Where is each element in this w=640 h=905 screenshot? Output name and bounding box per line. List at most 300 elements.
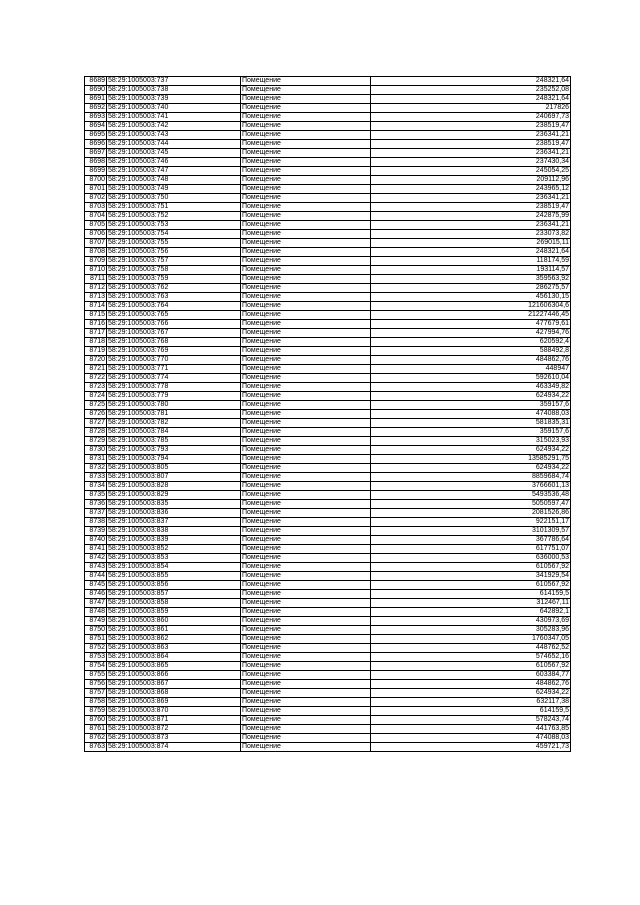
row-number: 8734 — [85, 482, 107, 491]
object-type: Помещение — [241, 608, 371, 617]
cadastral-value: 238519,47 — [371, 203, 571, 212]
cadastral-number: 58:29:1005003:747 — [107, 167, 241, 176]
cadastral-value: 448947 — [371, 365, 571, 374]
table-row — [85, 608, 571, 617]
table-row — [85, 563, 571, 572]
registry-table-body — [85, 77, 571, 752]
table-row — [85, 122, 571, 131]
object-type: Помещение — [241, 374, 371, 383]
object-type: Помещение — [241, 77, 371, 86]
object-type: Помещение — [241, 644, 371, 653]
row-number: 8738 — [85, 518, 107, 527]
table-row — [85, 113, 571, 122]
object-type: Помещение — [241, 671, 371, 680]
table-row — [85, 230, 571, 239]
table-row — [85, 734, 571, 743]
cadastral-number: 58:29:1005003:774 — [107, 374, 241, 383]
table-row — [85, 365, 571, 374]
row-number: 8719 — [85, 347, 107, 356]
cadastral-value: 603384,77 — [371, 671, 571, 680]
cadastral-value: 474088,03 — [371, 734, 571, 743]
cadastral-number: 58:29:1005003:741 — [107, 113, 241, 122]
object-type: Помещение — [241, 698, 371, 707]
cadastral-value: 8859684,74 — [371, 473, 571, 482]
cadastral-number: 58:29:1005003:750 — [107, 194, 241, 203]
row-number: 8756 — [85, 680, 107, 689]
cadastral-number: 58:29:1005003:745 — [107, 149, 241, 158]
table-row — [85, 680, 571, 689]
table-row — [85, 509, 571, 518]
table-row — [85, 707, 571, 716]
table-row — [85, 95, 571, 104]
registry-table — [84, 76, 571, 752]
cadastral-number: 58:29:1005003:793 — [107, 446, 241, 455]
row-number: 8718 — [85, 338, 107, 347]
cadastral-value: 624934,22 — [371, 689, 571, 698]
row-number: 8720 — [85, 356, 107, 365]
table-row — [85, 500, 571, 509]
row-number: 8717 — [85, 329, 107, 338]
cadastral-value: 305283,96 — [371, 626, 571, 635]
row-number: 8740 — [85, 536, 107, 545]
cadastral-number: 58:29:1005003:768 — [107, 338, 241, 347]
table-row — [85, 266, 571, 275]
cadastral-number: 58:29:1005003:836 — [107, 509, 241, 518]
row-number: 8727 — [85, 419, 107, 428]
row-number: 8692 — [85, 104, 107, 113]
object-type: Помещение — [241, 509, 371, 518]
object-type: Помещение — [241, 248, 371, 257]
table-row — [85, 455, 571, 464]
object-type: Помещение — [241, 446, 371, 455]
cadastral-value: 610567,92 — [371, 662, 571, 671]
row-number: 8759 — [85, 707, 107, 716]
row-number: 8752 — [85, 644, 107, 653]
table-row — [85, 617, 571, 626]
object-type: Помещение — [241, 230, 371, 239]
row-number: 8691 — [85, 95, 107, 104]
cadastral-value: 484862,76 — [371, 356, 571, 365]
table-row — [85, 86, 571, 95]
cadastral-value: 359563,92 — [371, 275, 571, 284]
cadastral-number: 58:29:1005003:872 — [107, 725, 241, 734]
object-type: Помещение — [241, 383, 371, 392]
table-row — [85, 743, 571, 752]
cadastral-number: 58:29:1005003:805 — [107, 464, 241, 473]
cadastral-number: 58:29:1005003:855 — [107, 572, 241, 581]
cadastral-value: 245054,25 — [371, 167, 571, 176]
cadastral-number: 58:29:1005003:862 — [107, 635, 241, 644]
object-type: Помещение — [241, 527, 371, 536]
table-row — [85, 203, 571, 212]
object-type: Помещение — [241, 725, 371, 734]
cadastral-number: 58:29:1005003:738 — [107, 86, 241, 95]
cadastral-number: 58:29:1005003:835 — [107, 500, 241, 509]
cadastral-value: 1760347,05 — [371, 635, 571, 644]
table-row — [85, 599, 571, 608]
table-row — [85, 473, 571, 482]
cadastral-value: 459721,73 — [371, 743, 571, 752]
table-row — [85, 536, 571, 545]
cadastral-value: 636000,53 — [371, 554, 571, 563]
table-row — [85, 635, 571, 644]
cadastral-number: 58:29:1005003:859 — [107, 608, 241, 617]
cadastral-value: 463349,82 — [371, 383, 571, 392]
row-number: 8760 — [85, 716, 107, 725]
row-number: 8747 — [85, 599, 107, 608]
object-type: Помещение — [241, 689, 371, 698]
cadastral-value: 193114,57 — [371, 266, 571, 275]
row-number: 8706 — [85, 230, 107, 239]
object-type: Помещение — [241, 572, 371, 581]
row-number: 8711 — [85, 275, 107, 284]
cadastral-number: 58:29:1005003:779 — [107, 392, 241, 401]
cadastral-number: 58:29:1005003:759 — [107, 275, 241, 284]
row-number: 8722 — [85, 374, 107, 383]
table-row — [85, 158, 571, 167]
row-number: 8698 — [85, 158, 107, 167]
table-row — [85, 356, 571, 365]
cadastral-number: 58:29:1005003:856 — [107, 581, 241, 590]
object-type: Помещение — [241, 653, 371, 662]
object-type: Помещение — [241, 680, 371, 689]
object-type: Помещение — [241, 635, 371, 644]
object-type: Помещение — [241, 617, 371, 626]
cadastral-value: 614159,5 — [371, 707, 571, 716]
row-number: 8700 — [85, 176, 107, 185]
cadastral-number: 58:29:1005003:742 — [107, 122, 241, 131]
table-row — [85, 338, 571, 347]
object-type: Помещение — [241, 500, 371, 509]
cadastral-value: 243965,12 — [371, 185, 571, 194]
row-number: 8732 — [85, 464, 107, 473]
row-number: 8705 — [85, 221, 107, 230]
object-type: Помещение — [241, 311, 371, 320]
row-number: 8746 — [85, 590, 107, 599]
object-type: Помещение — [241, 149, 371, 158]
table-row — [85, 725, 571, 734]
cadastral-number: 58:29:1005003:744 — [107, 140, 241, 149]
object-type: Помещение — [241, 122, 371, 131]
cadastral-value: 359157,6 — [371, 428, 571, 437]
cadastral-value: 238519,47 — [371, 122, 571, 131]
object-type: Помещение — [241, 464, 371, 473]
cadastral-number: 58:29:1005003:748 — [107, 176, 241, 185]
cadastral-number: 58:29:1005003:771 — [107, 365, 241, 374]
row-number: 8733 — [85, 473, 107, 482]
table-row — [85, 383, 571, 392]
row-number: 8744 — [85, 572, 107, 581]
cadastral-number: 58:29:1005003:766 — [107, 320, 241, 329]
object-type: Помещение — [241, 419, 371, 428]
cadastral-number: 58:29:1005003:860 — [107, 617, 241, 626]
row-number: 8726 — [85, 410, 107, 419]
cadastral-value: 3766601,13 — [371, 482, 571, 491]
cadastral-number: 58:29:1005003:746 — [107, 158, 241, 167]
cadastral-value: 427994,76 — [371, 329, 571, 338]
cadastral-value: 624934,22 — [371, 446, 571, 455]
table-row — [85, 698, 571, 707]
cadastral-number: 58:29:1005003:857 — [107, 590, 241, 599]
row-number: 8745 — [85, 581, 107, 590]
cadastral-value: 21227446,45 — [371, 311, 571, 320]
cadastral-number: 58:29:1005003:794 — [107, 455, 241, 464]
cadastral-value: 209112,96 — [371, 176, 571, 185]
cadastral-value: 236341,21 — [371, 194, 571, 203]
row-number: 8741 — [85, 545, 107, 554]
row-number: 8702 — [85, 194, 107, 203]
row-number: 8704 — [85, 212, 107, 221]
object-type: Помещение — [241, 257, 371, 266]
cadastral-number: 58:29:1005003:749 — [107, 185, 241, 194]
table-row — [85, 482, 571, 491]
row-number: 8708 — [85, 248, 107, 257]
cadastral-number: 58:29:1005003:751 — [107, 203, 241, 212]
table-row — [85, 140, 571, 149]
row-number: 8690 — [85, 86, 107, 95]
cadastral-value: 118174,59 — [371, 257, 571, 266]
cadastral-value: 624934,22 — [371, 392, 571, 401]
row-number: 8748 — [85, 608, 107, 617]
cadastral-number: 58:29:1005003:828 — [107, 482, 241, 491]
cadastral-number: 58:29:1005003:757 — [107, 257, 241, 266]
object-type: Помещение — [241, 158, 371, 167]
cadastral-value: 5493536,48 — [371, 491, 571, 500]
table-row — [85, 428, 571, 437]
object-type: Помещение — [241, 428, 371, 437]
cadastral-value: 286275,57 — [371, 284, 571, 293]
cadastral-number: 58:29:1005003:740 — [107, 104, 241, 113]
row-number: 8716 — [85, 320, 107, 329]
cadastral-number: 58:29:1005003:873 — [107, 734, 241, 743]
row-number: 8723 — [85, 383, 107, 392]
row-number: 8735 — [85, 491, 107, 500]
object-type: Помещение — [241, 734, 371, 743]
object-type: Помещение — [241, 203, 371, 212]
cadastral-value: 477679,61 — [371, 320, 571, 329]
object-type: Помещение — [241, 293, 371, 302]
cadastral-value: 448762,52 — [371, 644, 571, 653]
cadastral-number: 58:29:1005003:737 — [107, 77, 241, 86]
row-number: 8728 — [85, 428, 107, 437]
cadastral-value: 236341,21 — [371, 131, 571, 140]
object-type: Помещение — [241, 131, 371, 140]
row-number: 8694 — [85, 122, 107, 131]
cadastral-number: 58:29:1005003:871 — [107, 716, 241, 725]
object-type: Помещение — [241, 302, 371, 311]
cadastral-number: 58:29:1005003:758 — [107, 266, 241, 275]
object-type: Помещение — [241, 554, 371, 563]
row-number: 8753 — [85, 653, 107, 662]
row-number: 8739 — [85, 527, 107, 536]
cadastral-number: 58:29:1005003:866 — [107, 671, 241, 680]
cadastral-value: 484862,76 — [371, 680, 571, 689]
object-type: Помещение — [241, 599, 371, 608]
row-number: 8707 — [85, 239, 107, 248]
cadastral-number: 58:29:1005003:852 — [107, 545, 241, 554]
object-type: Помещение — [241, 491, 371, 500]
cadastral-value: 248321,64 — [371, 248, 571, 257]
cadastral-number: 58:29:1005003:870 — [107, 707, 241, 716]
cadastral-number: 58:29:1005003:769 — [107, 347, 241, 356]
cadastral-number: 58:29:1005003:829 — [107, 491, 241, 500]
row-number: 8695 — [85, 131, 107, 140]
cadastral-number: 58:29:1005003:780 — [107, 401, 241, 410]
object-type: Помещение — [241, 716, 371, 725]
table-row — [85, 410, 571, 419]
object-type: Помещение — [241, 536, 371, 545]
row-number: 8731 — [85, 455, 107, 464]
cadastral-number: 58:29:1005003:764 — [107, 302, 241, 311]
cadastral-number: 58:29:1005003:853 — [107, 554, 241, 563]
cadastral-number: 58:29:1005003:765 — [107, 311, 241, 320]
row-number: 8724 — [85, 392, 107, 401]
cadastral-value: 238519,47 — [371, 140, 571, 149]
table-row — [85, 248, 571, 257]
table-row — [85, 194, 571, 203]
table-row — [85, 653, 571, 662]
row-number: 8761 — [85, 725, 107, 734]
cadastral-value: 359157,6 — [371, 401, 571, 410]
cadastral-value: 248321,64 — [371, 95, 571, 104]
cadastral-number: 58:29:1005003:752 — [107, 212, 241, 221]
cadastral-number: 58:29:1005003:753 — [107, 221, 241, 230]
table-row — [85, 329, 571, 338]
row-number: 8715 — [85, 311, 107, 320]
object-type: Помещение — [241, 320, 371, 329]
row-number: 8751 — [85, 635, 107, 644]
cadastral-number: 58:29:1005003:770 — [107, 356, 241, 365]
cadastral-number: 58:29:1005003:867 — [107, 680, 241, 689]
row-number: 8709 — [85, 257, 107, 266]
table-row — [85, 491, 571, 500]
cadastral-value: 574652,16 — [371, 653, 571, 662]
table-row — [85, 302, 571, 311]
cadastral-number: 58:29:1005003:864 — [107, 653, 241, 662]
table-row — [85, 464, 571, 473]
cadastral-number: 58:29:1005003:739 — [107, 95, 241, 104]
cadastral-number: 58:29:1005003:874 — [107, 743, 241, 752]
row-number: 8701 — [85, 185, 107, 194]
row-number: 8689 — [85, 77, 107, 86]
cadastral-number: 58:29:1005003:854 — [107, 563, 241, 572]
cadastral-number: 58:29:1005003:767 — [107, 329, 241, 338]
row-number: 8736 — [85, 500, 107, 509]
table-row — [85, 419, 571, 428]
row-number: 8758 — [85, 698, 107, 707]
table-row — [85, 518, 571, 527]
cadastral-value: 632117,38 — [371, 698, 571, 707]
row-number: 8755 — [85, 671, 107, 680]
cadastral-value: 578243,74 — [371, 716, 571, 725]
row-number: 8757 — [85, 689, 107, 698]
cadastral-number: 58:29:1005003:863 — [107, 644, 241, 653]
table-row — [85, 293, 571, 302]
cadastral-number: 58:29:1005003:754 — [107, 230, 241, 239]
table-row — [85, 662, 571, 671]
cadastral-value: 610567,92 — [371, 581, 571, 590]
row-number: 8697 — [85, 149, 107, 158]
cadastral-value: 121606304,6 — [371, 302, 571, 311]
table-row — [85, 590, 571, 599]
object-type: Помещение — [241, 266, 371, 275]
row-number: 8714 — [85, 302, 107, 311]
cadastral-value: 312467,11 — [371, 599, 571, 608]
cadastral-value: 236341,21 — [371, 149, 571, 158]
table-row — [85, 581, 571, 590]
table-row — [85, 212, 571, 221]
row-number: 8762 — [85, 734, 107, 743]
cadastral-value: 642892,1 — [371, 608, 571, 617]
row-number: 8737 — [85, 509, 107, 518]
cadastral-value: 13585291,75 — [371, 455, 571, 464]
cadastral-number: 58:29:1005003:778 — [107, 383, 241, 392]
row-number: 8713 — [85, 293, 107, 302]
cadastral-value: 5050597,47 — [371, 500, 571, 509]
cadastral-value: 315023,93 — [371, 437, 571, 446]
cadastral-value: 922151,17 — [371, 518, 571, 527]
object-type: Помещение — [241, 365, 371, 374]
cadastral-number: 58:29:1005003:743 — [107, 131, 241, 140]
object-type: Помещение — [241, 140, 371, 149]
cadastral-value: 3101309,57 — [371, 527, 571, 536]
row-number: 8721 — [85, 365, 107, 374]
object-type: Помещение — [241, 212, 371, 221]
table-row — [85, 257, 571, 266]
cadastral-number: 58:29:1005003:869 — [107, 698, 241, 707]
cadastral-number: 58:29:1005003:755 — [107, 239, 241, 248]
cadastral-value: 248321,64 — [371, 77, 571, 86]
cadastral-number: 58:29:1005003:756 — [107, 248, 241, 257]
row-number: 8696 — [85, 140, 107, 149]
table-row — [85, 320, 571, 329]
table-row — [85, 167, 571, 176]
object-type: Помещение — [241, 392, 371, 401]
cadastral-value: 341929,54 — [371, 572, 571, 581]
cadastral-value: 430973,69 — [371, 617, 571, 626]
table-row — [85, 626, 571, 635]
table-row — [85, 689, 571, 698]
object-type: Помещение — [241, 356, 371, 365]
cadastral-value: 588492,8 — [371, 347, 571, 356]
cadastral-number: 58:29:1005003:837 — [107, 518, 241, 527]
row-number: 8693 — [85, 113, 107, 122]
object-type: Помещение — [241, 581, 371, 590]
row-number: 8710 — [85, 266, 107, 275]
table-row — [85, 554, 571, 563]
object-type: Помещение — [241, 410, 371, 419]
table-row — [85, 374, 571, 383]
table-row — [85, 239, 571, 248]
object-type: Помещение — [241, 482, 371, 491]
cadastral-number: 58:29:1005003:868 — [107, 689, 241, 698]
row-number: 8730 — [85, 446, 107, 455]
cadastral-value: 624934,22 — [371, 464, 571, 473]
cadastral-value: 217826 — [371, 104, 571, 113]
row-number: 8763 — [85, 743, 107, 752]
object-type: Помещение — [241, 626, 371, 635]
cadastral-number: 58:29:1005003:782 — [107, 419, 241, 428]
object-type: Помещение — [241, 167, 371, 176]
object-type: Помещение — [241, 545, 371, 554]
cadastral-number: 58:29:1005003:807 — [107, 473, 241, 482]
cadastral-value: 2081526,86 — [371, 509, 571, 518]
object-type: Помещение — [241, 176, 371, 185]
cadastral-number: 58:29:1005003:861 — [107, 626, 241, 635]
table-row — [85, 446, 571, 455]
cadastral-value: 240697,73 — [371, 113, 571, 122]
row-number: 8750 — [85, 626, 107, 635]
